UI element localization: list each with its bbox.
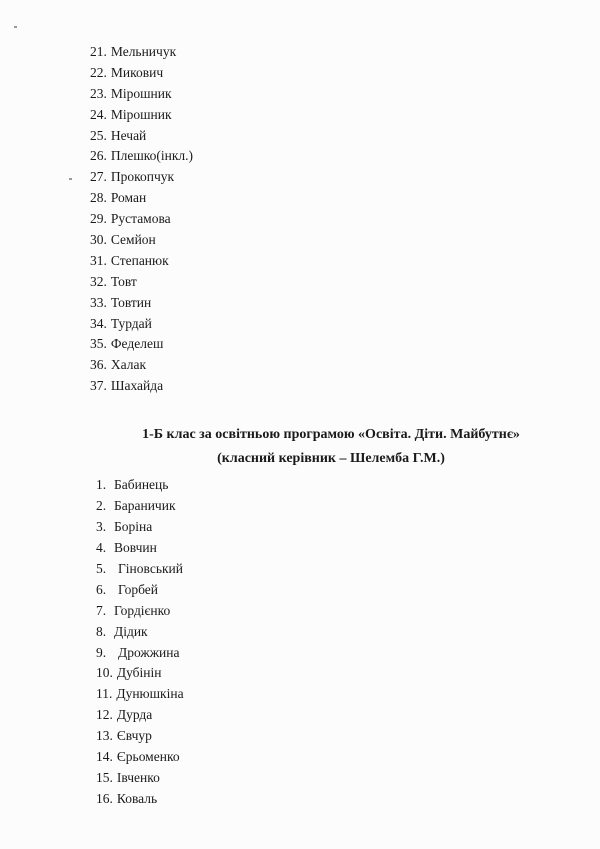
student-list-continued — [90, 42, 193, 397]
student-name: Мірошник — [110, 85, 172, 101]
list-item: 11. Дунюшкіна — [96, 684, 184, 705]
student-name: Євчур — [116, 728, 152, 744]
student-name: Мірошник — [110, 106, 172, 122]
student-name: Дрожжина — [118, 644, 180, 660]
student-name: Товтин — [110, 294, 152, 310]
student-name: Микович — [110, 64, 164, 80]
student-name: Коваль — [116, 791, 158, 807]
student-name: Боріна — [114, 518, 153, 534]
student-name: Івченко — [116, 770, 160, 786]
student-name: Гіновський — [118, 560, 183, 576]
student-list-1b — [96, 475, 184, 810]
scan-speck — [69, 178, 72, 180]
list-item: 23. Мірошник — [90, 84, 193, 105]
list-item: 8. Дідик — [96, 622, 184, 643]
list-item: 25. Нечай — [90, 126, 193, 147]
student-name: Нечай — [110, 127, 147, 143]
student-name: Єрьоменко — [116, 749, 180, 765]
student-name: Роман — [110, 190, 147, 206]
student-name: Плешко(інкл.) — [110, 148, 194, 164]
list-item: 5. Гіновський — [96, 559, 184, 580]
student-name: Степанюк — [110, 252, 169, 268]
list-item: 36. Халак — [90, 355, 193, 376]
list-item: 4. Вовчин — [96, 538, 184, 559]
student-name: Турдай — [110, 315, 152, 331]
list-item: 34. Турдай — [90, 314, 193, 335]
list-item: 2. Бараничик — [96, 496, 184, 517]
list-item: 26. Плешко(інкл.) — [90, 146, 193, 167]
list-item: 33. Товтин — [90, 293, 193, 314]
student-name: Халак — [110, 357, 147, 373]
list-item: 35. Феделеш — [90, 334, 193, 355]
list-item: 29. Рустамова — [90, 209, 193, 230]
list-item: 21. Мельничук — [90, 42, 193, 63]
list-item: 6. Горбей — [96, 580, 184, 601]
student-name: Шахайда — [110, 378, 164, 394]
student-name: Товт — [110, 273, 137, 289]
list-item: 7. Гордієнко — [96, 601, 184, 622]
student-name: Дурда — [116, 707, 153, 723]
scan-speck — [14, 26, 17, 28]
student-name: Вовчин — [114, 539, 157, 555]
student-name: Горбей — [118, 581, 159, 597]
list-item: 31. Степанюк — [90, 251, 193, 272]
list-item: 30. Семйон — [90, 230, 193, 251]
list-item: 1. Бабинець — [96, 475, 184, 496]
list-item: 12. Дурда — [96, 705, 184, 726]
student-name: Семйон — [110, 232, 156, 248]
student-name: Бабинець — [114, 477, 169, 492]
student-name: Дубінін — [116, 665, 162, 681]
list-item: 14. Єрьоменко — [96, 747, 184, 768]
student-name: Бараничик — [114, 497, 176, 513]
list-item: 27. Прокопчук — [90, 167, 193, 188]
student-name: Дідик — [114, 623, 148, 639]
list-item: 13. Євчур — [96, 726, 184, 747]
student-name: Мельничук — [110, 44, 177, 59]
list-item: 3. Боріна — [96, 517, 184, 538]
list-item: 32. Товт — [90, 272, 193, 293]
class-teacher-heading: (класний керівник – Шелемба Г.М.) — [217, 451, 445, 466]
student-name: Рустамова — [110, 211, 171, 227]
list-item: 9. Дрожжина — [96, 643, 184, 664]
student-name: Феделеш — [110, 336, 164, 352]
list-item: 16. Коваль — [96, 789, 184, 810]
list-item: 24. Мірошник — [90, 105, 193, 126]
student-name: Прокопчук — [110, 169, 175, 185]
student-name: Дунюшкіна — [116, 686, 184, 702]
class-heading: 1-Б клас за освітньою програмою «Освіта. Діти. Майбутнє» — [142, 427, 520, 442]
list-item: 22. Микович — [90, 63, 193, 84]
list-item: 37. Шахайда — [90, 376, 193, 397]
list-item: 15. Івченко — [96, 768, 184, 789]
list-item: 10. Дубінін — [96, 663, 184, 684]
list-item: 28. Роман — [90, 188, 193, 209]
student-name: Гордієнко — [114, 602, 171, 618]
